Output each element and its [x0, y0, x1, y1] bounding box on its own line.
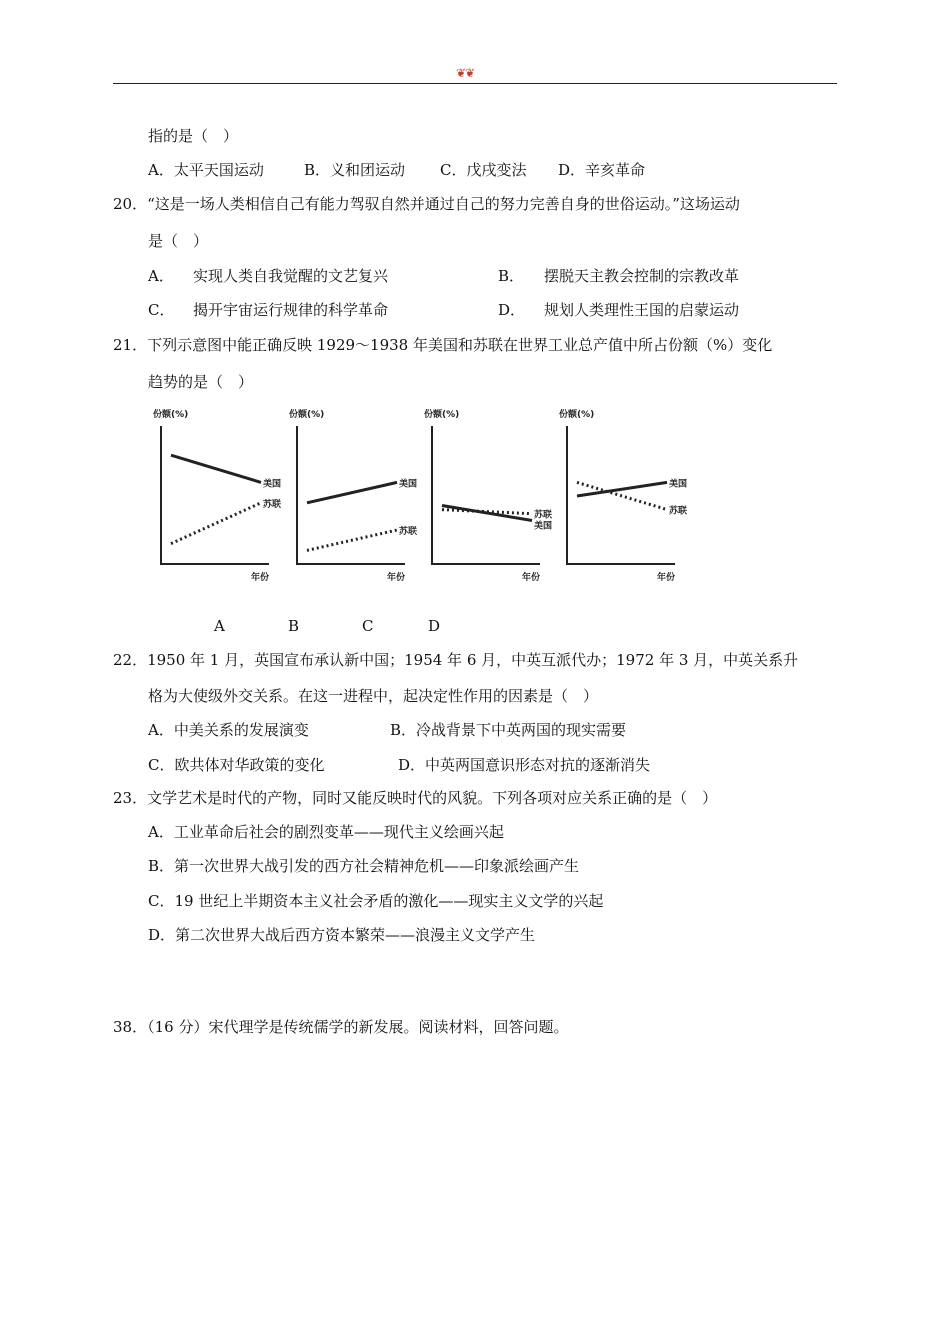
q21-stem-line1: 21．下列示意图中能正确反映 1929～1938 年美国和苏联在世界工业总产值中所占份额（%）变化: [113, 336, 773, 354]
q21-label-d: D: [428, 617, 441, 635]
chart-d-label-us: 美国: [669, 479, 688, 490]
q20-option-d-letter: D．: [498, 301, 526, 319]
chart-a-axes: [161, 426, 269, 564]
q19-option-c: C．戊戌变法: [440, 161, 527, 179]
chart-a-ylabel: 份额(%): [153, 410, 189, 420]
chart-c: [426, 408, 561, 588]
chart-a-line-us: [171, 455, 261, 482]
q19-option-d: D．辛亥革命: [558, 161, 646, 179]
chart-d-line-us: [577, 482, 667, 496]
chart-a-line-su: [171, 503, 261, 544]
chart-a-xlabel: 年份: [251, 573, 270, 583]
q23-option-c: C．19 世纪上半期资本主义社会矛盾的激化——现实主义文学的兴起: [148, 892, 604, 910]
q21-stem-line2: 趋势的是（ ）: [148, 373, 254, 391]
header-rule: [113, 83, 837, 84]
q22-option-c: C．欧共体对华政策的变化: [148, 756, 325, 774]
q23-option-a: A．工业革命后社会的剧烈变革——现代主义绘画兴起: [148, 823, 504, 841]
chart-c-label-us: 美国: [534, 521, 553, 532]
q20-stem-line2: 是（ ）: [148, 232, 209, 250]
q20-option-c-letter: C．: [148, 301, 175, 319]
q21-label-a: A: [214, 617, 225, 635]
chart-d-ylabel: 份额(%): [559, 410, 595, 420]
chart-c-axes: [432, 426, 540, 564]
chart-d-line-su: [577, 482, 667, 509]
chart-a: [155, 408, 290, 588]
chart-b-line-us: [307, 482, 397, 502]
chart-b-xlabel: 年份: [387, 573, 406, 583]
chart-d: [561, 408, 696, 588]
q22-stem-line1: 22．1950 年 1 月，英国宣布承认新中国；1954 年 6 月，中英互派代办；1972 年 3 月，中英关系升: [113, 651, 799, 669]
chart-a-label-su: 苏联: [263, 499, 282, 510]
q22-option-d: D．中英两国意识形态对抗的逐渐消失: [398, 756, 651, 774]
q38-stem: 38．（16 分）宋代理学是传统儒学的新发展。阅读材料，回答问题。: [113, 1018, 569, 1036]
chart-a-label-us: 美国: [263, 479, 282, 490]
chart-b: [291, 408, 426, 588]
q20-option-b-letter: B．: [498, 267, 525, 285]
chart-b-ylabel: 份额(%): [289, 410, 325, 420]
q23-stem: 23．文学艺术是时代的产物，同时又能反映时代的风貌。下列各项对应关系正确的是（ ）: [113, 789, 718, 807]
q22-stem-line2: 格为大使级外交关系。在这一进程中，起决定性作用的因素是（ ）: [148, 687, 599, 705]
chart-b-label-us: 美国: [399, 479, 418, 490]
q21-label-c: C: [362, 617, 374, 635]
chart-d-xlabel: 年份: [657, 573, 676, 583]
q20-option-d-text: 规划人类理性王国的启蒙运动: [544, 301, 740, 319]
q20-option-b-text: 摆脱天主教会控制的宗教改革: [544, 267, 740, 285]
q20-option-a-letter: A．: [148, 267, 174, 285]
chart-c-ylabel: 份额(%): [424, 410, 460, 420]
chart-d-label-su: 苏联: [669, 506, 688, 517]
chart-c-xlabel: 年份: [522, 573, 541, 583]
q19-option-a: A．太平天国运动: [148, 161, 264, 179]
header-ornament: ❦❦: [456, 66, 475, 80]
chart-c-label-su: 苏联: [534, 510, 553, 521]
chart-b-label-su: 苏联: [399, 527, 418, 537]
q21-label-b: B: [288, 617, 300, 635]
q23-option-b: B．第一次世界大战引发的西方社会精神危机——印象派绘画产生: [148, 857, 580, 875]
chart-b-line-su: [307, 530, 397, 550]
q22-option-a: A．中美关系的发展演变: [148, 721, 309, 739]
q19-option-b: B．义和团运动: [304, 161, 406, 179]
q20-option-a-text: 实现人类自我觉醒的文艺复兴: [193, 267, 389, 285]
q22-option-b: B．冷战背景下中英两国的现实需要: [390, 721, 627, 739]
q23-option-d: D．第二次世界大战后西方资本繁荣——浪漫主义文学产生: [148, 926, 536, 944]
q19-stem: 指的是（ ）: [148, 127, 239, 145]
q20-option-c-text: 揭开宇宙运行规律的科学革命: [193, 301, 389, 319]
q20-stem-line1: 20．“这是一场人类相信自己有能力驾驭自然并通过自己的努力完善自身的世俗运动。”这场运动: [113, 195, 740, 213]
chart-b-axes: [297, 426, 405, 564]
